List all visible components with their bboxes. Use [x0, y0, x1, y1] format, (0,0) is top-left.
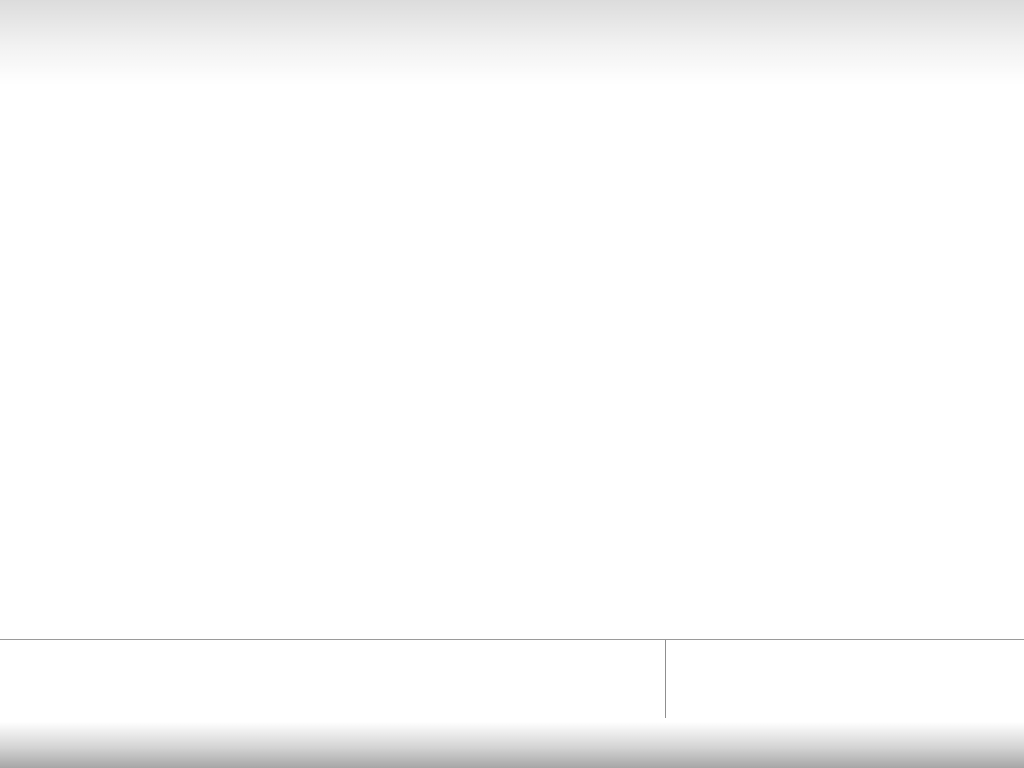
footer-divider: [0, 639, 1024, 640]
emsi-logo: [484, 648, 644, 720]
bullet-list: [118, 205, 918, 236]
header-gradient-band: [0, 0, 1024, 85]
footer-gradient-band: [0, 722, 1024, 768]
footer-vertical-divider: [665, 640, 666, 718]
